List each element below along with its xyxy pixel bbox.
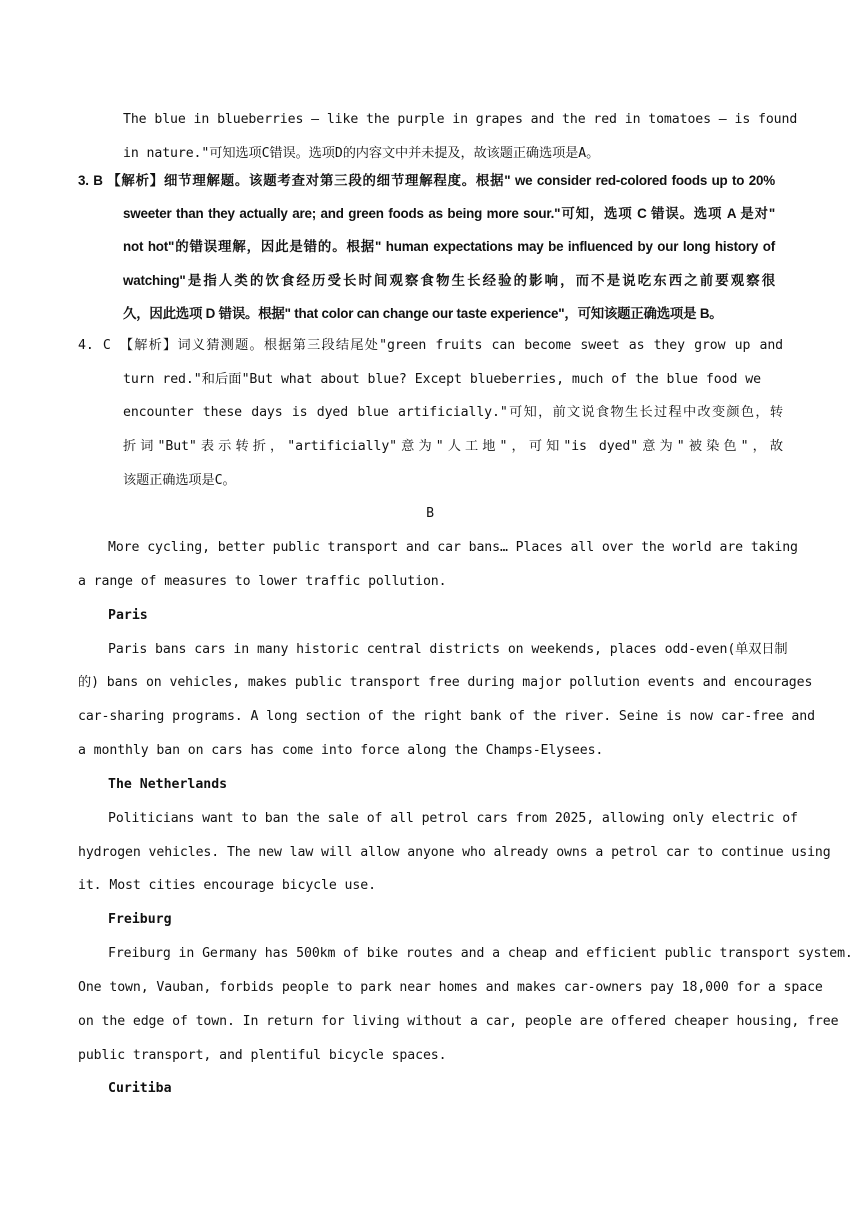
text-line: a monthly ban on cars has come into force along the Champs-Elysees. — [78, 743, 604, 758]
text-line: More cycling, better public transport and car bans… Places all over the world are taking — [108, 540, 798, 555]
subheading-netherlands: The Netherlands — [108, 777, 228, 792]
subheading-paris: Paris — [108, 608, 148, 623]
section-heading-b: B — [426, 506, 434, 521]
text-line: turn red."和后面"But what about blue? Except blueberries, much of the blue food we — [123, 372, 761, 387]
text-line: it. Most cities encourage bicycle use. — [78, 878, 376, 893]
text-line: One town, Vauban, forbids people to park near homes and makes car-owners pay 18,000 for a space — [78, 980, 823, 995]
answer-4-line: 4. C 【解析】词义猜测题。根据第三段结尾处"green fruits can become sweet as they grow up and — [78, 338, 783, 353]
text-line: Freiburg in Germany has 500km of bike routes and a cheap and efficient public transport system. — [108, 946, 853, 961]
text-line: sweeter than they actually are; and green foods as being more sour."可知，选项 C 错误。选项 A 是对" — [123, 206, 775, 221]
text-line: public transport, and plentiful bicycle spaces. — [78, 1048, 447, 1063]
text-line: encounter these days is dyed blue artificially."可知，前文说食物生长过程中改变颜色，转 — [123, 405, 783, 420]
text-line: Paris bans cars in many historic central districts on weekends, places odd-even(单双日制 — [108, 642, 788, 657]
text-line: watching"是指人类的饮食经历受长时间观察食物生长经验的影响，而不是说吃东西之前要观察很 — [123, 273, 775, 288]
text-line: 的) bans on vehicles, makes public transport free during major pollution events and encourages — [78, 675, 813, 690]
text-line: on the edge of town. In return for living without a car, people are offered cheaper housing, free — [78, 1014, 839, 1029]
text-line: 该题正确选项是C。 — [123, 473, 236, 488]
text-line: car-sharing programs. A long section of the right bank of the river. Seine is now car-free and — [78, 709, 815, 724]
text-line: hydrogen vehicles. The new law will allow anyone who already owns a petrol car to continue using — [78, 845, 831, 860]
text-line: in nature."可知选项C错误。选项D的内容文中并未提及，故该题正确选项是A。 — [123, 146, 600, 161]
subheading-curitiba: Curitiba — [108, 1081, 172, 1096]
text-line: 折词"But"表示转折，"artificially"意为"人工地"，可知"is dyed"意为"被染色"，故 — [123, 439, 783, 454]
subheading-freiburg: Freiburg — [108, 912, 172, 927]
answer-3-line: 3. B 【解析】细节理解题。该题考查对第三段的细节理解程度。根据" we consider red-colored foods up to 20% — [78, 173, 775, 188]
text-line: a range of measures to lower traffic pollution. — [78, 574, 447, 589]
text-line: 久，因此选项 D 错误。根据" that color can change our taste experience"，可知该题正确选项是 B。 — [123, 306, 723, 321]
text-line: The blue in blueberries — like the purple in grapes and the red in tomatoes — is found — [123, 112, 798, 127]
text-line: not hot"的错误理解，因此是错的。根据" human expectations may be influenced by our long history of — [123, 239, 775, 254]
text-line: Politicians want to ban the sale of all petrol cars from 2025, allowing only electric of — [108, 811, 798, 826]
